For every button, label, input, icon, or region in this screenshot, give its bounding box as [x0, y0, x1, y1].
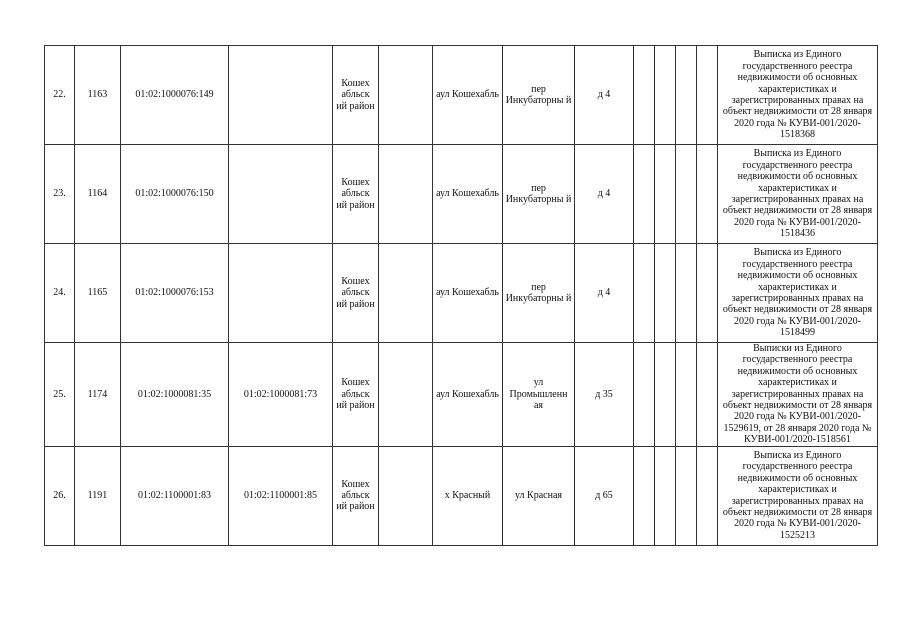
district-cell: Кошех абльск ий район	[333, 46, 379, 145]
empty-cell	[655, 244, 676, 343]
registry-rows	[45, 46, 878, 546]
cadastral-number-cell: 01:02:1000076:153	[121, 244, 229, 343]
cadastral-number-cell: 01:02:1100001:83	[121, 446, 229, 545]
table-row	[45, 446, 878, 545]
empty-cell	[379, 244, 433, 343]
empty-cell	[676, 343, 697, 447]
settlement-cell: аул Кошехабль	[433, 145, 503, 244]
row-number-cell: 22.	[45, 46, 75, 145]
empty-cell	[634, 46, 655, 145]
parent-cadastral-cell	[229, 244, 333, 343]
settlement-cell: аул Кошехабль	[433, 244, 503, 343]
district-cell: Кошех абльск ий район	[333, 446, 379, 545]
street-cell: пер Инкубаторны й	[503, 145, 575, 244]
document-cell: Выписки из Единого государственного реестра недвижимости об основных характеристиках и зарегистрированных правах на объект недвижимости от 28 января 2020 года № КУВИ-001/2020-1529619, от 28 января 2020 года № КУВИ-001/2020-1518561	[718, 343, 878, 447]
cadastral-number-cell: 01:02:1000076:150	[121, 145, 229, 244]
row-number-cell: 23.	[45, 145, 75, 244]
parent-cadastral-cell	[229, 145, 333, 244]
empty-cell	[697, 343, 718, 447]
object-id-cell: 1191	[75, 446, 121, 545]
cadastral-number-cell: 01:02:1000076:149	[121, 46, 229, 145]
empty-cell	[676, 446, 697, 545]
district-cell: Кошех абльск ий район	[333, 343, 379, 447]
object-id-cell: 1165	[75, 244, 121, 343]
house-cell: д 4	[575, 145, 634, 244]
empty-cell	[379, 46, 433, 145]
empty-cell	[634, 446, 655, 545]
object-id-cell: 1164	[75, 145, 121, 244]
empty-cell	[655, 446, 676, 545]
house-cell: д 4	[575, 46, 634, 145]
empty-cell	[676, 46, 697, 145]
empty-cell	[655, 46, 676, 145]
empty-cell	[697, 244, 718, 343]
house-cell: д 4	[575, 244, 634, 343]
street-cell: ул Красная	[503, 446, 575, 545]
empty-cell	[676, 145, 697, 244]
empty-cell	[379, 446, 433, 545]
empty-cell	[697, 446, 718, 545]
parent-cadastral-cell: 01:02:1000081:73	[229, 343, 333, 447]
table-row	[45, 46, 878, 145]
street-cell: пер Инкубаторны й	[503, 244, 575, 343]
street-cell: пер Инкубаторны й	[503, 46, 575, 145]
table-row	[45, 343, 878, 447]
empty-cell	[697, 145, 718, 244]
row-number-cell: 24.	[45, 244, 75, 343]
empty-cell	[655, 343, 676, 447]
table-row	[45, 244, 878, 343]
settlement-cell: аул Кошехабль	[433, 343, 503, 447]
house-cell: д 35	[575, 343, 634, 447]
document-cell: Выписка из Единого государственного реестра недвижимости об основных характеристиках и зарегистрированных правах на объект недвижимости от 28 января 2020 года № КУВИ-001/2020-1518436	[718, 145, 878, 244]
empty-cell	[676, 244, 697, 343]
document-cell: Выписка из Единого государственного реестра недвижимости об основных характеристиках и зарегистрированных правах на объект недвижимости от 28 января 2020 года № КУВИ-001/2020-1518499	[718, 244, 878, 343]
empty-cell	[634, 145, 655, 244]
parent-cadastral-cell: 01:02:1100001:85	[229, 446, 333, 545]
cadastral-number-cell: 01:02:1000081:35	[121, 343, 229, 447]
row-number-cell: 26.	[45, 446, 75, 545]
house-cell: д 65	[575, 446, 634, 545]
table-row	[45, 145, 878, 244]
parent-cadastral-cell	[229, 46, 333, 145]
empty-cell	[655, 145, 676, 244]
object-id-cell: 1174	[75, 343, 121, 447]
empty-cell	[697, 46, 718, 145]
object-id-cell: 1163	[75, 46, 121, 145]
registry-table	[44, 45, 878, 546]
document-cell: Выписка из Единого государственного реестра недвижимости об основных характеристиках и зарегистрированных правах на объект недвижимости от 28 января 2020 года № КУВИ-001/2020-1525213	[718, 446, 878, 545]
street-cell: ул Промышленн ая	[503, 343, 575, 447]
settlement-cell: аул Кошехабль	[433, 46, 503, 145]
empty-cell	[379, 343, 433, 447]
district-cell: Кошех абльск ий район	[333, 244, 379, 343]
district-cell: Кошех абльск ий район	[333, 145, 379, 244]
document-cell: Выписка из Единого государственного реестра недвижимости об основных характеристиках и зарегистрированных правах на объект недвижимости от 28 января 2020 года № КУВИ-001/2020-1518368	[718, 46, 878, 145]
settlement-cell: х Красный	[433, 446, 503, 545]
empty-cell	[379, 145, 433, 244]
empty-cell	[634, 343, 655, 447]
row-number-cell: 25.	[45, 343, 75, 447]
empty-cell	[634, 244, 655, 343]
